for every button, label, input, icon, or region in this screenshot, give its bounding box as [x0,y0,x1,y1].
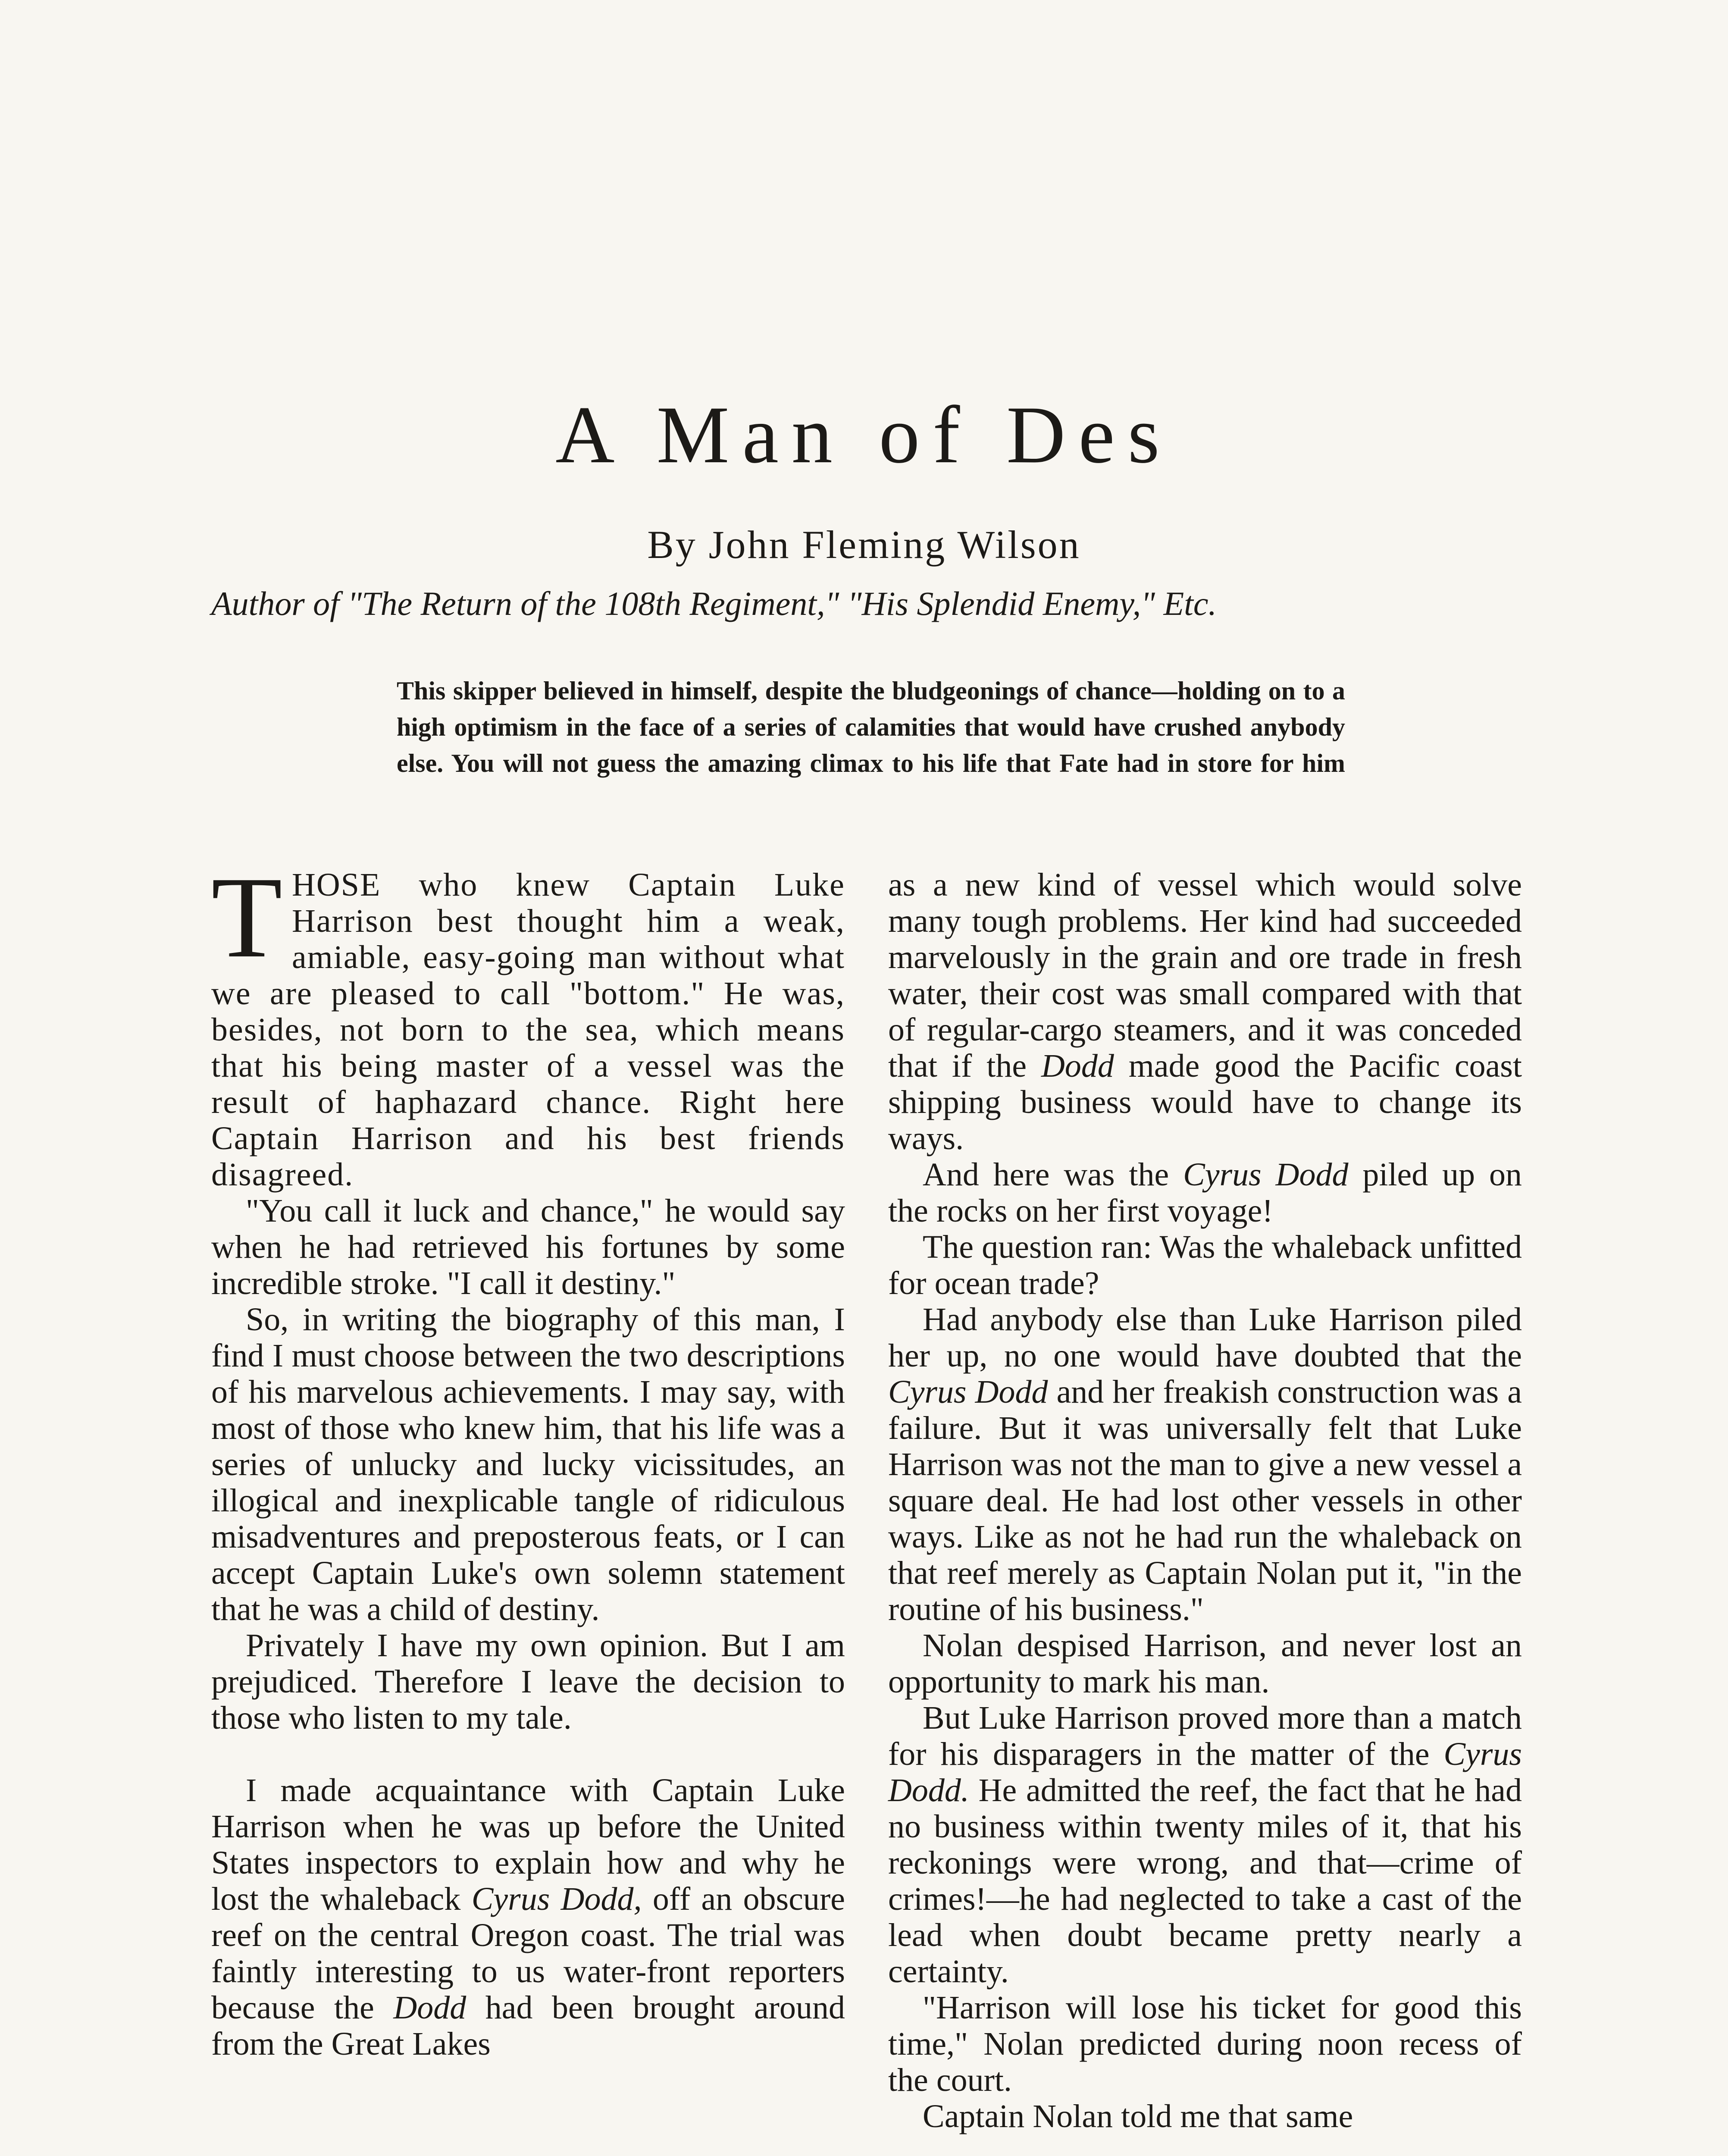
byline: By John Fleming Wilson [647,523,1081,567]
story-blurb: This skipper believed in himself, despite the bludgeonings of chance—holding on to a high optimism in the face of a series of calamities that would have crushed anybody else. You will not guess the amazing climax to his life that Fate had in store for him [397,677,1345,777]
paragraph-text: made good the Pacific coast shipping business would have to change its ways. [888,1048,1522,1156]
author-credit: Author of "The Return of the 108th Regiment," "His Splendid Enemy," Etc. [211,585,1217,622]
paragraph-text: HOSE who knew Captain Luke Harrison best thought him a weak, amiable, easy-going man without what we are pleased to call "bottom." He was, besides, not born to the sea, which means that his being master of a vessel was the result of haphazard chance. Right here Captain Harrison and his best friends disagreed. [211,867,845,1193]
paragraph: Privately I have my own opinion. But I am prejudiced. Therefore I leave the decision to those who listen to my tale. [211,1627,845,1736]
paragraph-text: as a new kind of vessel which would solve many tough problems. Her kind had succeeded marvelously in the grain and ore trade in fresh water, their cost was small compared with that of regular-cargo steamers, and it was conceded that if the [888,867,1522,1084]
paragraph [888,1156,1522,1229]
paragraph-text: But Luke Harrison proved more than a match for his disparagers in the matter of the [888,1700,1522,1772]
paragraph: "You call it luck and chance," he would say when he had retrieved his fortunes by some incredible stroke. "I call it destiny." [211,1193,845,1301]
story-title: A Man of Des [555,390,1173,480]
paragraph: The question ran: Was the whaleback unfitted for ocean trade? [888,1229,1522,1301]
paragraph-text: I made acquaintance with Captain Luke Harrison when he was up before the United States inspectors to explain how and why he lost the whaleback [211,1772,845,1917]
paragraph-text: And here was the [923,1156,1183,1193]
paragraph: Nolan despised Harrison, and never lost an opportunity to mark his man. [888,1627,1522,1700]
paragraph [888,1301,1522,1627]
paragraph-text: piled up on the rocks on her first voyage! [888,1156,1522,1229]
ship-name: Cyrus Dodd. [888,1736,1522,1808]
paragraph: "Harrison will lose his ticket for good this time," Nolan predicted during noon recess of the court. [888,1990,1522,2098]
drop-cap: T [211,853,282,982]
paragraph: So, in writing the biography of this man, I find I must choose between the two descriptions of his marvelous achievements. I may say, with most of those who knew him, that his life was a series of unlucky and lucky vicissitudes, an illogical and inexplicable tangle of ridiculous misadventures and preposterous feats, or I can accept Captain Luke's own solemn statement that he was a child of destiny. [211,1301,845,1627]
ship-name: Cyrus Dodd, [471,1881,642,1917]
paragraph-text: Had anybody else than Luke Harrison piled her up, no one would have doubted that the [888,1301,1522,1374]
paragraph: Captain Nolan told me that same [923,2098,1353,2134]
left-column [211,853,845,2062]
paragraph-text: off an obscure reef on the central Oregon coast. The trial was faintly interesting to us water-front reporters because the [211,1881,845,2026]
ship-name: Dodd [1041,1048,1114,1084]
right-column [888,867,1522,2134]
paragraph [888,867,1522,1156]
paragraph [888,1700,1522,1990]
opening-paragraph [211,853,845,1193]
paragraph-text: had been brought around from the Great Lakes [211,1990,845,2062]
paragraph [211,1772,845,2062]
ship-name: Dodd [393,1990,466,2026]
ship-name: Cyrus Dodd [1183,1156,1349,1193]
paragraph-text: He admitted the reef, the fact that he had no business within twenty miles of it, that his reckonings were wrong, and that—crime of crimes!—he had neglected to take a cast of the lead when doubt became pretty nearly a certainty. [888,1772,1522,1990]
paragraph-text: and her freakish construction was a failure. But it was universally felt that Luke Harrison was not the man to give a new vessel a square deal. He had lost other vessels in other ways. Like as not he had run the whaleback on that reef merely as Captain Nolan put it, "in the routine of his business." [888,1374,1522,1627]
ship-name: Cyrus Dodd [888,1374,1048,1410]
